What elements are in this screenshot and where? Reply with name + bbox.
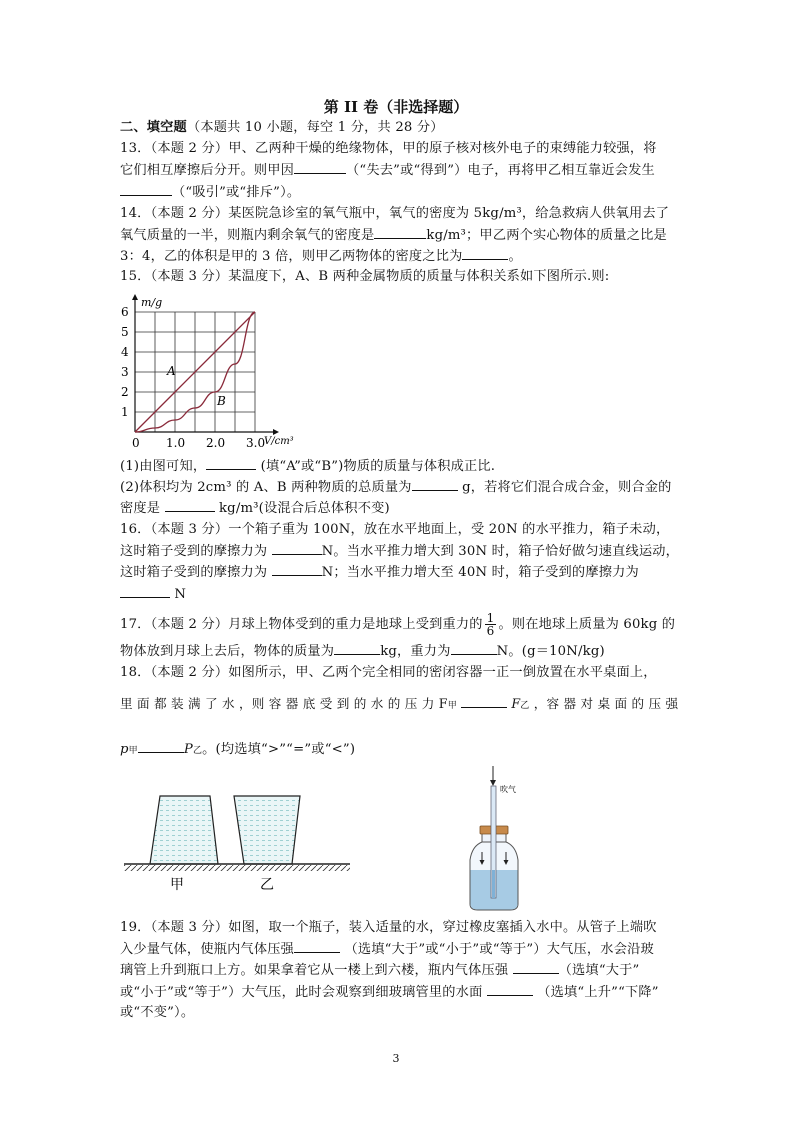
q18-blank-1[interactable] — [461, 694, 507, 708]
q16-line2 — [120, 541, 679, 562]
mass-volume-chart — [118, 288, 298, 450]
label-yi: 乙 — [260, 877, 274, 893]
q15-part3 — [120, 498, 390, 519]
q13-blank-2[interactable] — [120, 182, 172, 196]
fraction-one-sixth — [485, 612, 497, 637]
y-tick-label: 6 — [121, 305, 129, 319]
y-tick-label: 2 — [121, 385, 129, 399]
q19-text: （选填“大于” — [558, 963, 640, 978]
q14-text: kg/m³；甲乙两个实心物体的质量之比是 — [426, 228, 667, 243]
q16-text: 这时箱子受到的摩擦力为 — [120, 565, 268, 580]
q15-text: (2)体积均为 2cm³ 的 A、B 两种物质的总质量为 — [120, 480, 412, 495]
q14-line2 — [120, 225, 667, 246]
section-heading: 二、填空题 — [120, 120, 187, 135]
q18-text: ，容 器 对 桌 面 的 压 强 — [533, 696, 679, 711]
q18-subscript: 甲 — [128, 746, 138, 756]
q18-subscript: 乙 — [192, 746, 203, 756]
q16-blank-1[interactable] — [272, 541, 322, 555]
blow-label: 吹气 — [500, 785, 516, 794]
q19-blank-1[interactable] — [294, 939, 340, 953]
q18-line2 — [120, 694, 678, 716]
page-number: 3 — [392, 1052, 400, 1065]
part-title: 第 II 卷（非选择题） — [323, 98, 469, 116]
q18-blank-2[interactable] — [138, 739, 184, 753]
q18-symbol: P — [183, 742, 193, 757]
q15-part1 — [120, 456, 495, 477]
q17-text: kg，重力为 — [380, 644, 451, 659]
q13-text: （“吸引”或“排斥”）。 — [172, 185, 301, 200]
q13-blank-1[interactable] — [294, 160, 346, 174]
q16-text: N；当水平推力增大至 40N 时，箱子受到的摩擦力为 — [321, 565, 639, 580]
blow-arrow-head — [490, 780, 496, 786]
q15-text: 密度是 — [120, 501, 161, 516]
q14-text: 氧气质量的一半，则瓶内剩余氧气的密度是 — [120, 228, 375, 243]
series-label-B: B — [217, 394, 226, 408]
q18-subscript: 甲 — [447, 701, 457, 711]
y-axis-label: m/g — [141, 296, 163, 309]
q18-text: 。(均选填“>”“=”或“<”) — [202, 742, 356, 757]
y-tick-label: 1 — [121, 405, 129, 419]
q19-line3 — [120, 960, 639, 981]
q16-blank-3[interactable] — [120, 584, 170, 598]
q17-blank-1[interactable] — [334, 641, 380, 655]
q17-text: 物体放到月球上去后，物体的质量为 — [120, 644, 335, 659]
q13-line1: 13．（本题 2 分）甲、乙两种干燥的绝缘物体，甲的原子核对核外电子的束缚能力较强，将 — [120, 141, 657, 156]
q16-line3 — [120, 562, 639, 583]
q15-blank-3[interactable] — [165, 498, 215, 512]
q18-symbol: F — [511, 696, 521, 711]
q14-text: 3：4，乙的体积是甲的 3 倍，则甲乙两物体的密度之比为 — [120, 249, 463, 264]
y-tick-label: 4 — [121, 345, 129, 359]
q13-line2 — [120, 160, 655, 181]
x-axis-label: V/cm³ — [264, 436, 294, 447]
q16-text: N。当水平推力增大到 30N 时，箱子恰好做匀速直线运动， — [321, 544, 680, 559]
q19-text: 入少量气体，使瓶内气体压强 — [120, 942, 295, 957]
q17-text: 。则在地球上质量为 60kg 的 — [498, 617, 676, 632]
bottle-figure — [460, 766, 560, 914]
q13-line3 — [120, 182, 300, 203]
series-label-A: A — [167, 364, 176, 378]
q16-text: 这时箱子受到的摩擦力为 — [120, 544, 268, 559]
q16-line1: 16．（本题 3 分）一个箱子重为 100N，放在水平地面上，受 20N 的水平推力，箱子未动， — [120, 522, 670, 537]
q17-text: N。(g＝10N/kg) — [496, 644, 605, 659]
q18-line3 — [120, 739, 355, 761]
section-header — [120, 118, 444, 138]
q17-text: 17．（本题 2 分）月球上物体受到的重力是地球上受到重力的 — [120, 617, 483, 632]
q18-text: 里 面 都 装 满 了 水 ，则 容 器 底 受 到 的 水 的 压 力 F — [120, 696, 448, 711]
q15-line1: 15．（本题 3 分）某温度下，A、B 两种金属物质的质量与体积关系如下图所示.则: — [120, 269, 610, 284]
q14-line1: 14．（本题 2 分）某医院急诊室的氧气瓶中，氧气的密度为 5kg/m³，给急救病人供氧用去了 — [120, 206, 670, 221]
q19-blank-2[interactable] — [513, 960, 559, 974]
x-tick-label: 3.0 — [246, 436, 266, 450]
y-tick-label: 3 — [121, 365, 129, 379]
x-tick-label: 0 — [132, 436, 140, 450]
chart-labels — [121, 296, 294, 450]
fraction-numerator: 1 — [486, 611, 495, 625]
q17-line2 — [120, 641, 605, 662]
q19-line1: 19．（本题 3 分）如图，取一个瓶子，装入适量的水，穿过橡皮塞插入水中。从管子上端吹 — [120, 920, 657, 935]
section-note: （本题共 10 小题，每空 1 分，共 28 分） — [186, 120, 444, 135]
q16-line4 — [120, 584, 186, 605]
q19-text: （选填“上升”“下降” — [537, 985, 659, 1000]
q15-text: kg/m³(设混合后总体积不变) — [218, 501, 390, 516]
x-tick-label: 2.0 — [206, 436, 226, 450]
q17-line1 — [120, 612, 675, 638]
q15-text: (1)由图可知， — [120, 459, 207, 474]
label-jia: 甲 — [170, 877, 184, 893]
tube-water — [492, 870, 495, 898]
q14-line3 — [120, 246, 522, 267]
q19-line5: 或“不变”）。 — [120, 1005, 195, 1020]
q16-blank-2[interactable] — [272, 562, 322, 576]
q19-line4 — [120, 982, 659, 1003]
y-axis-arrow — [132, 294, 138, 300]
q18-symbol: p — [120, 742, 129, 757]
q15-part2 — [120, 477, 672, 498]
q19-blank-3[interactable] — [487, 982, 533, 996]
table-hatch — [124, 865, 350, 871]
q15-blank-2[interactable] — [412, 477, 458, 491]
q13-text: （“失去”或“得到”）电子，再将甲乙相互靠近会发生 — [346, 163, 655, 178]
q15-text: g，若将它们混合成合金，则合金的 — [462, 480, 672, 495]
fraction-denominator: 6 — [486, 624, 495, 638]
y-tick-label: 5 — [121, 325, 129, 339]
q19-line2 — [120, 939, 654, 960]
q19-text: （选填“大于”或“小于”或“等于”）大气压，水会沿玻 — [344, 942, 654, 957]
q19-text: 璃管上升到瓶口上方。如果拿着它从一楼上到六楼，瓶内气体压强 — [120, 963, 509, 978]
q18-subscript: 乙 — [520, 701, 530, 711]
x-axis-arrow — [273, 429, 279, 435]
q15-text: (填“A”或“B”)物质的质量与体积成正比. — [260, 459, 496, 474]
q14-blank-2[interactable] — [462, 246, 508, 260]
q16-text: N — [174, 587, 187, 602]
x-tick-label: 1.0 — [166, 436, 186, 450]
q13-text: 它们相互摩擦后分开。则甲因 — [120, 163, 295, 178]
q17-blank-2[interactable] — [451, 641, 497, 655]
q15-blank-1[interactable] — [206, 456, 256, 470]
container-jia — [150, 796, 218, 864]
q14-text: 。 — [508, 249, 522, 264]
q18-line1: 18．（本题 2 分）如图所示，甲、乙两个完全相同的密闭容器一正一倒放置在水平桌面上， — [120, 665, 657, 680]
q19-text: 或“小于”或“等于”）大气压，此时会观察到细玻璃管里的水面 — [120, 985, 483, 1000]
container-yi — [234, 796, 300, 864]
containers-figure — [118, 788, 368, 898]
q14-blank-1[interactable] — [374, 225, 426, 239]
